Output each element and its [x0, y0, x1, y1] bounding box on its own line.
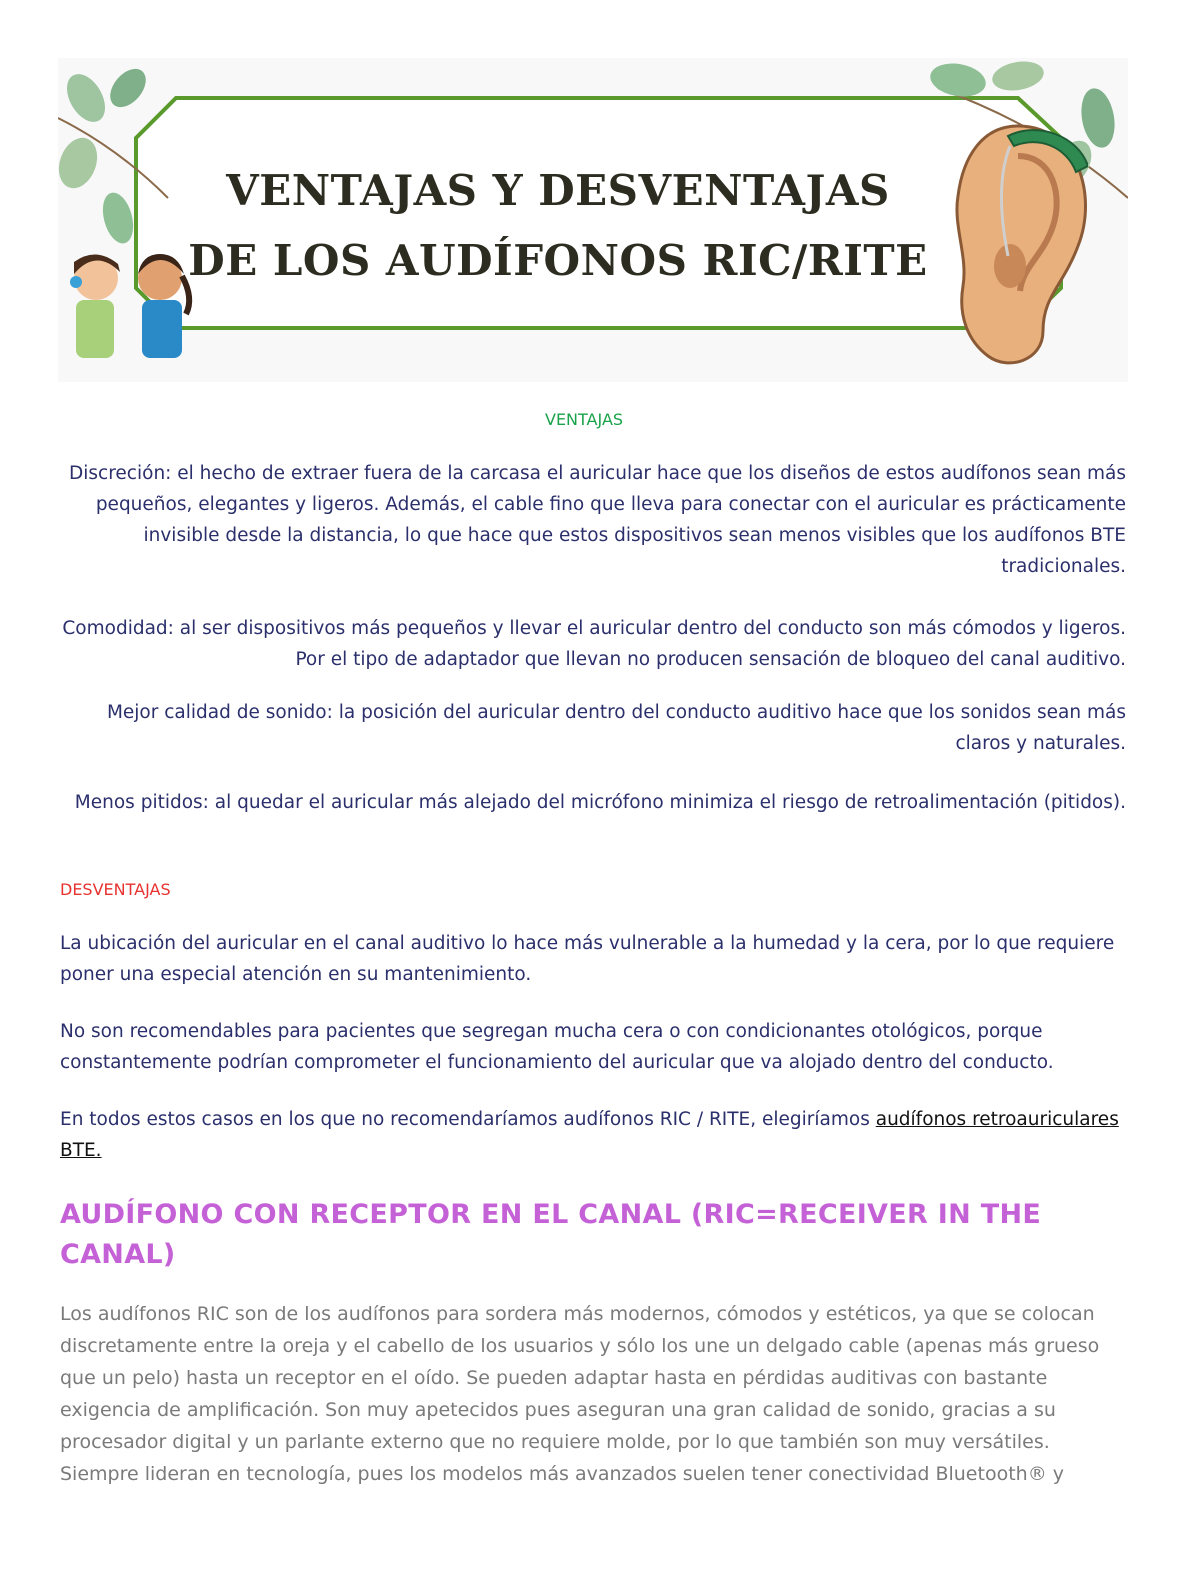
bte-link[interactable]: audífonos retroauriculares BTE. [60, 1109, 1119, 1161]
closing-text: En todos estos casos en los que no recomendaríamos audífonos RIC / RITE, elegiríamos [60, 1109, 876, 1130]
ear-hearing-aid-icon [948, 116, 1088, 376]
ventaja-discrecion: Discreción: el hecho de extraer fuera de la carcasa el auricular hace que los diseños de estos audífonos sean más pequeños, elegantes y ligeros. Además, el cable fino que lleva para conectar con el auricular es prácticamente invisible desde la distancia, lo que hace que estos dispositivos sean menos visibles que los audífonos BTE tradicionales. [69, 463, 1126, 577]
ric-section-heading: AUDÍFONO CON RECEPTOR EN EL CANAL (RIC=RECEIVER IN THE CANAL) [60, 1199, 1042, 1270]
ventaja-comodidad: Comodidad: al ser dispositivos más pequeños y llevar el auricular dentro del conducto son más cómodos y ligeros. Por el tipo de adaptador que llevan no producen sensación de bloqueo del canal auditivo. [62, 618, 1126, 670]
ric-section-body: Los audífonos RIC son de los audífonos para sordera más modernos, cómodos y estéticos, ya que se colocan discretamente entre la oreja y el cabello de los usuarios y sólo los une un delgado cable (apenas más grueso que un pelo) hasta un receptor en el oído. Se pueden adaptar hasta en pérdidas auditivas con bastante exigencia de amplificación. Son muy apetecidos pues aseguran una gran calidad de sonido, gracias a su procesador digital y un parlante externo que no requiere molde, por lo que también son muy versátiles. Siempre lideran en tecnología, pues los modelos más avanzados suelen tener conectividad Bluetooth® y [60, 1303, 1100, 1485]
desventajas-closing [60, 1104, 1126, 1166]
ventaja-calidad-sonido: Mejor calidad de sonido: la posición del auricular dentro del conducto auditivo hace que los sonidos sean más claros y naturales. [106, 702, 1126, 754]
header-banner [58, 58, 1128, 382]
banner-title-line-2: DE LOS AUDÍFONOS RIC/RITE [188, 236, 928, 285]
banner-title [178, 156, 938, 296]
desventaja-cera: No son recomendables para pacientes que segregan mucha cera o con condicionantes otológicos, porque constantemente podrían comprometer el funcionamiento del auricular que va alojado dentro del conducto. [60, 1021, 1054, 1073]
ventaja-menos-pitidos: Menos pitidos: al quedar el auricular más alejado del micrófono minimiza el riesgo de retroalimentación (pitidos). [74, 792, 1126, 813]
desventaja-humedad: La ubicación del auricular en el canal auditivo lo hace más vulnerable a la humedad y la cera, por lo que requiere poner una especial atención en su mantenimiento. [60, 933, 1115, 985]
children-talking-icon [58, 248, 198, 358]
ventajas-heading: VENTAJAS [545, 410, 624, 429]
desventajas-heading: DESVENTAJAS [60, 880, 171, 899]
eucalyptus-leaves-icon [58, 58, 178, 258]
banner-title-line-1: VENTAJAS Y DESVENTAJAS [226, 166, 890, 215]
